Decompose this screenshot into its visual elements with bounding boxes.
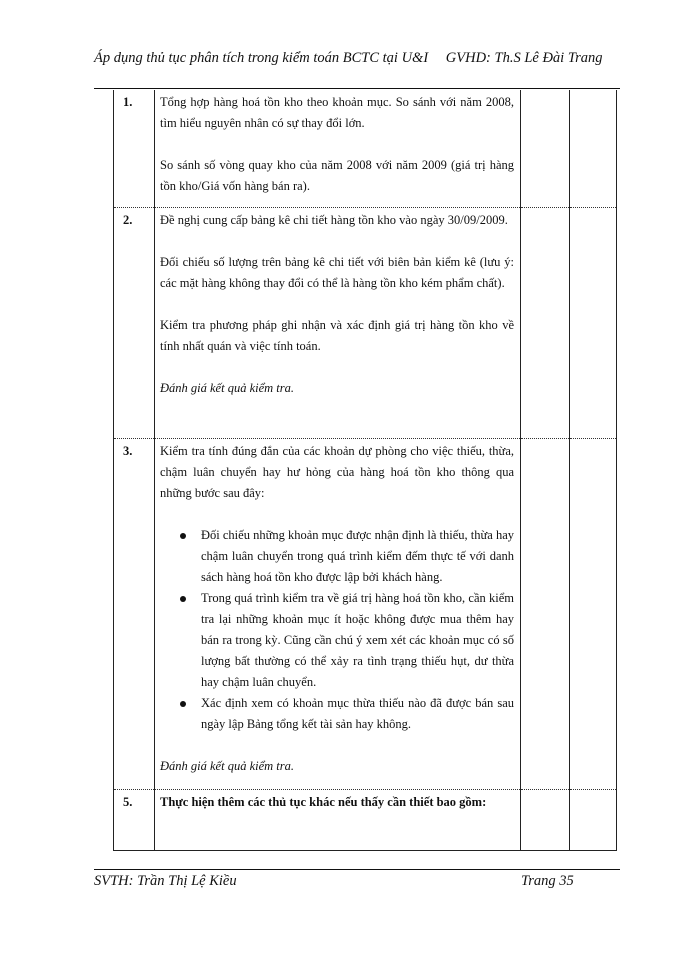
procedure-paragraph: So sánh số vòng quay kho của năm 2008 với năm 2009 (giá trị hàng tồn kho/Giá vốn hàng bán ra). [160,158,514,193]
table-row [114,789,617,850]
page-number: Trang 35 [521,873,574,889]
check-cell [521,207,570,438]
evaluation-note: Đánh giá kết quả kiểm tra. [160,758,295,773]
table-row [114,438,617,789]
procedure-description [155,207,521,438]
procedure-description [155,90,521,207]
reference-cell [570,90,617,207]
footer-student: SVTH: Trần Thị Lệ Kiều [94,873,237,889]
row-number: 2. [114,207,155,438]
check-cell [521,90,570,207]
list-item: Trong quá trình kiểm tra về giá trị hàng hoá tồn kho, cần kiểm tra lại những khoản mục ít hoặc không được mua thêm hay bán ra trong kỳ. Cũng cần chú ý xem xét các khoản mục có số lượng bất thường có thể xảy ra tình trạng thiếu hụt, dư thừa hay chậm luân chuyển. [160,588,514,693]
footer-divider [94,869,620,870]
table-row [114,207,617,438]
check-cell [521,438,570,789]
reference-cell [570,438,617,789]
check-cell [521,789,570,850]
page-header [94,50,624,67]
procedure-paragraph: Kiểm tra tính đúng đắn của các khoản dự phòng cho việc thiếu, thừa, chậm luân chuyển hay hư hỏng của hàng hoá tồn kho thông qua những bước sau đây: [160,443,514,500]
audit-procedure-table [113,90,617,851]
row-number: 3. [114,438,155,789]
procedure-steps-list [160,525,514,735]
procedure-description [155,789,521,850]
procedure-paragraph: Đối chiếu số lượng trên bảng kê chi tiết với biên bản kiểm kê (lưu ý: các mặt hàng không thay đổi có thể là hàng tồn kho kém phẩm chất). [160,254,514,290]
row-number: 5. [114,789,155,850]
evaluation-note: Đánh giá kết quả kiểm tra. [160,380,295,395]
procedure-paragraph: Đề nghị cung cấp bảng kê chi tiết hàng tồn kho vào ngày 30/09/2009. [160,212,508,227]
header-divider [94,88,620,89]
header-supervisor: GVHD: Th.S Lê Đài Trang [445,50,603,66]
list-item: Xác định xem có khoản mục thừa thiếu nào đã được bán sau ngày lập Bảng tổng kết tài sản hay không. [160,693,514,735]
procedure-heading: Thực hiện thêm các thủ tục khác nếu thấy cần thiết bao gồm: [160,794,487,809]
procedure-paragraph: Tổng hợp hàng hoá tồn kho theo khoản mục. So sánh với năm 2008, tìm hiểu nguyên nhân có sự thay đổi lớn. [160,95,514,130]
procedure-description [155,438,521,789]
reference-cell [570,207,617,438]
table-row [114,90,617,207]
row-number: 1. [114,90,155,207]
procedure-paragraph: Kiểm tra phương pháp ghi nhận và xác định giá trị hàng tồn kho về tính nhất quán và việc tính toán. [160,317,514,353]
reference-cell [570,789,617,850]
header-title: Áp dụng thủ tục phân tích trong kiểm toán BCTC tại U&I [94,50,429,66]
list-item: Đối chiếu những khoản mục được nhận định là thiếu, thừa hay chậm luân chuyển trong quá trình kiểm đếm thực tế với danh sách hàng hoá tồn kho được lập bởi khách hàng. [160,525,514,588]
